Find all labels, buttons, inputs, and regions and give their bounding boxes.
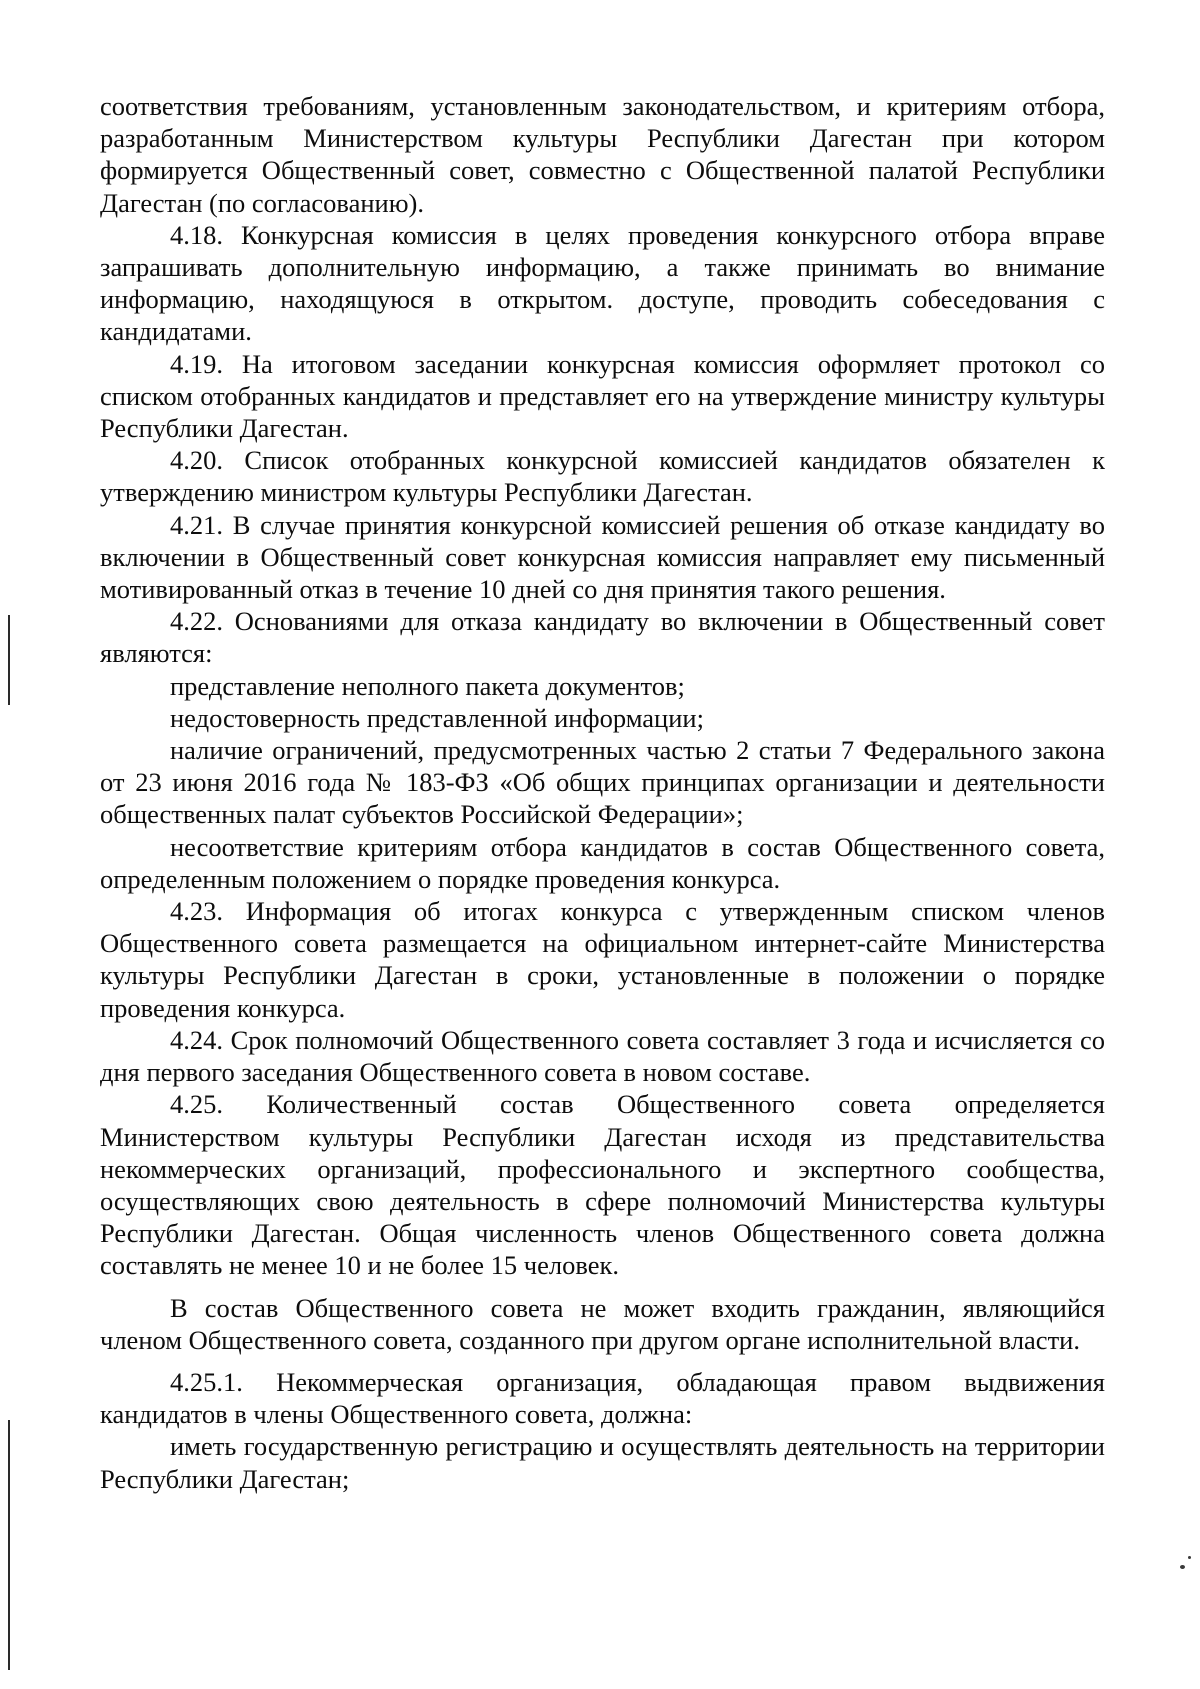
paragraph-4-24: 4.24. Срок полномочий Общественного совета составляет 3 года и исчисляется со дня первого заседания Общественного совета в новом составе. [100, 1024, 1105, 1088]
scan-artifact-line [8, 1420, 10, 1670]
list-item-incomplete-documents: представление неполного пакета документов; [170, 670, 685, 701]
scan-artifact-dot [1180, 1565, 1185, 1569]
scan-artifact-line [8, 615, 10, 705]
paragraph-4-20: 4.20. Список отобранных конкурсной комиссией кандидатов обязателен к утверждению министром культуры Республики Дагестан. [100, 445, 1105, 508]
document-body [100, 90, 1105, 1495]
list-item-unreliable-information: недостоверность представленной информации; [170, 702, 704, 733]
paragraph-4-22: 4.22. Основаниями для отказа кандидату во включении в Общественный совет являются: [100, 606, 1105, 669]
paragraph-4-21: 4.21. В случае принятия конкурсной комиссией решения об отказе кандидату во включении в Общественный совет конкурсная комиссия направляет ему письменный мотивированный отказ в течение 10 дней со дня принятия такого решения. [100, 509, 1105, 605]
paragraph-continuation: соответствия требованиям, установленным законодательством, и критериям отбора, разработанным Министерством культуры Республики Дагестан при котором формируется Общественный совет, совместно с Общественной палатой Республики Дагестан (по согласованию). [100, 91, 1105, 218]
paragraph-4-18: 4.18. Конкурсная комиссия в целях проведения конкурсного отбора вправе запрашивать дополнительную информацию, а также принимать во внимание информацию, находящуюся в открытом. доступе, проводить собеседования с кандидатами. [100, 219, 1105, 347]
list-item-restrictions: наличие ограничений, предусмотренных частью 2 статьи 7 Федерального закона от 23 июня 2016 года № 183-ФЗ «Об общих принципах организации и деятельности общественных палат субъектов Российской Федерации»; [100, 735, 1105, 830]
scan-artifact-dot [1188, 1556, 1191, 1559]
paragraph-4-23: 4.23. Информация об итогах конкурса с утвержденным списком членов Общественного совета размещается на официальном интернет-сайте Министерства культуры Республики Дагестан в сроки, установленные в положении о порядке проведения конкурса. [100, 896, 1105, 1023]
list-item-state-registration: иметь государственную регистрацию и осуществлять деятельность на территории Республики Дагестан; [100, 1431, 1105, 1494]
paragraph-4-19: 4.19. На итоговом заседании конкурсная комиссия оформляет протокол со списком отобранных кандидатов и представляет его на утверждение министру культуры Республики Дагестан. [100, 348, 1105, 444]
paragraph-4-25-1: 4.25.1. Некоммерческая организация, обладающая правом выдвижения кандидатов в члены Общественного совета, должна: [100, 1366, 1105, 1430]
list-item-criteria-mismatch: несоответствие критериям отбора кандидатов в состав Общественного совета, определенным положением о порядке проведения конкурса. [100, 831, 1105, 894]
paragraph-4-25: 4.25. Количественный состав Общественного совета определяется Министерством культуры Республики Дагестан исходя из представительства некоммерческих организаций, профессионального и экспертного сообщества, осуществляющих свою деятельность в сфере полномочий Министерства культуры Республики Дагестан. Общая численность членов Общественного совета должна составлять не менее 10 и не более 15 человек. [100, 1089, 1105, 1281]
paragraph-council-membership: В состав Общественного совета не может входить гражданин, являющийся членом Общественного совета, созданного при другом органе исполнительной власти. [100, 1292, 1105, 1355]
